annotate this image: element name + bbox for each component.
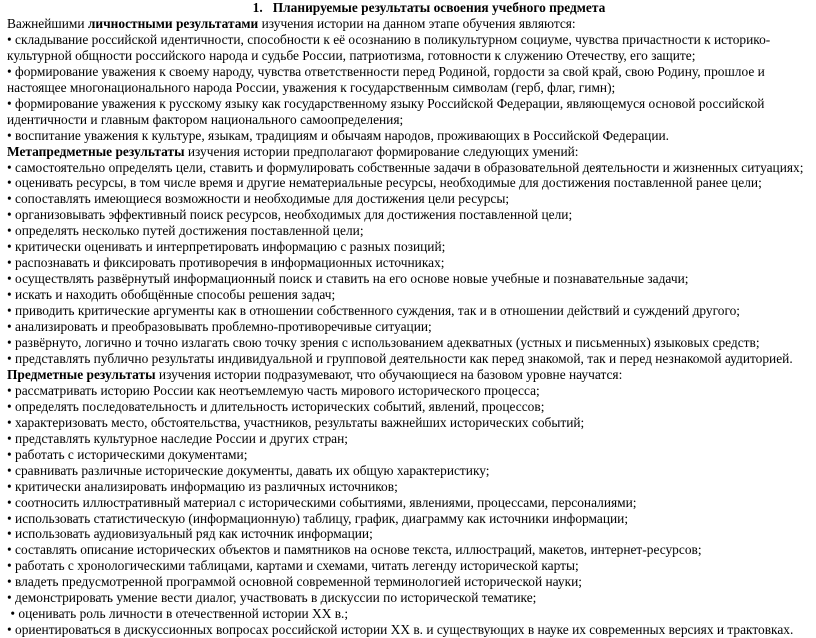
subject-item: • демонстрировать умение вести диалог, участвовать в дискуссии по исторической тематике;: [7, 590, 537, 606]
personal-item: • складывание российской идентичности, способности к её осознанию в поликультурном социуме, чувства причастности к историко-культурной общности российского народа и судьбе России, патриотизма, готовности к служению Отечеству, его защите;: [7, 31, 771, 63]
subject-results-heading: Предметные результаты: [7, 366, 156, 382]
meta-item: • представлять публично результаты индивидуальной и групповой деятельности как перед знакомой, так и перед незнакомой аудиторией.: [7, 350, 793, 366]
subject-item: • рассматривать историю России как неотъемлемую часть мирового исторического процесса;: [7, 382, 540, 398]
subject-item: • определять последовательность и длительность исторических событий, явлений, процессов;: [7, 398, 545, 414]
meta-item: • искать и находить обобщённые способы решения задач;: [7, 287, 336, 303]
subject-results-intro: [7, 367, 813, 383]
subject-item: • работать с хронологическими таблицами, картами и схемами, читать легенду исторической карты;: [7, 558, 579, 574]
subject-item: • владеть предусмотренной программой основной современной терминологией исторической науки;: [7, 574, 583, 590]
meta-results-heading: Метапредметные результаты: [7, 143, 185, 159]
meta-results-intro: [7, 144, 813, 160]
subject-item: • составлять описание исторических объектов и памятников на основе текста, иллюстраций, макетов, интернет-ресурсов;: [7, 542, 702, 558]
personal-item: • формирование уважения к своему народу, чувства ответственности перед Родиной, гордости за свой край, свою Родину, прошлое и настоящее многонационального народа России, уважения к государственным символам (герб, флаг, гимн);: [7, 63, 765, 95]
subject-item: • оценивать роль личности в отечественной истории XX в.;: [7, 606, 349, 622]
meta-intro-rest: изучения истории предполагают формирование следующих умений:: [184, 143, 579, 159]
page-title: 1. Планируемые результаты освоения учебного предмета: [252, 0, 606, 15]
subject-item: • использовать аудиовизуальный ряд как источник информации;: [7, 526, 373, 542]
personal-item: • формирование уважения к русскому языку как государственному языку Российской Федерации, являющемуся основой российской идентичности и главным фактором национального самоопределения;: [7, 95, 765, 127]
subject-item: • критически анализировать информацию из различных источников;: [7, 478, 398, 494]
subject-intro-rest: изучения истории подразумевают, что обучающиеся на базовом уровне научатся:: [155, 366, 623, 382]
personal-intro-rest: изучения истории на данном этапе обучения являются:: [258, 15, 576, 31]
meta-item: • определять несколько путей достижения поставленной цели;: [7, 223, 364, 239]
subject-item: • работать с историческими документами;: [7, 446, 248, 462]
personal-item: • воспитание уважения к культуре, языкам, традициям и обычаям народов, проживающих в Российской Федерации.: [7, 127, 670, 143]
document-page: [7, 0, 813, 638]
subject-item: • использовать статистическую (информационную) таблицу, график, диаграмму как источники информации;: [7, 510, 629, 526]
meta-item: • критически оценивать и интерпретировать информацию с разных позиций;: [7, 239, 446, 255]
subject-item: • характеризовать место, обстоятельства, участников, результаты важнейших исторических событий;: [7, 414, 585, 430]
meta-item: • самостоятельно определять цели, ставить и формулировать собственные задачи в образовательной деятельности и жизненных ситуациях;: [7, 159, 804, 175]
meta-item: • оценивать ресурсы, в том числе время и другие нематериальные ресурсы, необходимые для достижения поставленной ранее цели;: [7, 175, 762, 191]
subject-item: • ориентироваться в дискуссионных вопросах российской истории XX в. и существующих в науке их современных версиях и трактовках.: [7, 622, 794, 638]
meta-item: • сопоставлять имеющиеся возможности и необходимые для достижения цели ресурсы;: [7, 191, 510, 207]
meta-item: • организовывать эффективный поиск ресурсов, необходимых для достижения поставленной цели;: [7, 207, 573, 223]
personal-results-intro: [7, 16, 813, 32]
meta-item: • развёрнуто, логично и точно излагать свою точку зрения с использованием адекватных (устных и письменных) языковых средств;: [7, 335, 760, 351]
subject-item: • соотносить иллюстративный материал с историческими событиями, явлениями, процессами, персоналиями;: [7, 494, 637, 510]
personal-results-heading: личностными результатами: [87, 15, 259, 31]
meta-item: • анализировать и преобразовывать проблемно-противоречивые ситуации;: [7, 319, 432, 335]
subject-item: • сравнивать различные исторические документы, давать их общую характеристику;: [7, 462, 490, 478]
meta-item: • осуществлять развёрнутый информационный поиск и ставить на его основе новые учебные и познавательные задачи;: [7, 271, 689, 287]
personal-intro-prefix: Важнейшими: [7, 15, 88, 31]
meta-item: • распознавать и фиксировать противоречия в информационных источниках;: [7, 255, 445, 271]
meta-item: • приводить критические аргументы как в отношении собственного суждения, так и в отношении действий и суждений другого;: [7, 303, 741, 319]
subject-item: • представлять культурное наследие России и других стран;: [7, 430, 348, 446]
